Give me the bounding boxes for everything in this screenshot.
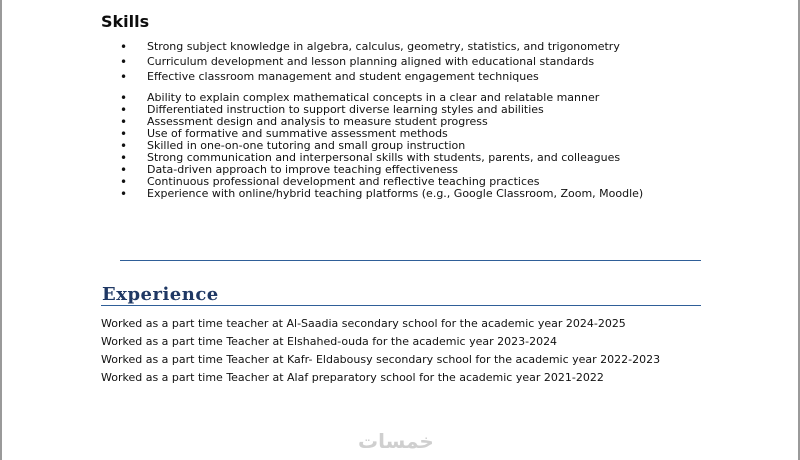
experience-item: Worked as a part time Teacher at Elshahed-ouda for the academic year 2023-2024 bbox=[101, 335, 558, 348]
skill-item: • Skilled in one-on-one tutoring and small group instruction bbox=[120, 140, 700, 152]
watermark-logo: خمسات bbox=[358, 429, 434, 453]
skill-item: • Strong communication and interpersonal skills with students, parents, and colleagues bbox=[120, 152, 700, 164]
skills-heading: Skills bbox=[101, 12, 150, 31]
skill-item: • Ability to explain complex mathematical concepts in a clear and relatable manner bbox=[120, 92, 700, 104]
skills-divider bbox=[120, 260, 701, 261]
skill-item: • Differentiated instruction to support diverse learning styles and abilities bbox=[120, 104, 700, 116]
page-left-edge bbox=[0, 0, 2, 460]
skill-item: • Experience with online/hybrid teaching platforms (e.g., Google Classroom, Zoom, Moodle) bbox=[120, 188, 700, 200]
experience-item: Worked as a part time Teacher at Alaf preparatory school for the academic year 2021-2022 bbox=[101, 371, 604, 384]
skills-list bbox=[120, 41, 700, 200]
skill-item: • Assessment design and analysis to measure student progress bbox=[120, 116, 700, 128]
experience-divider bbox=[101, 305, 701, 306]
experience-heading: Experience bbox=[102, 284, 219, 305]
skill-item: • Curriculum development and lesson planning aligned with educational standards bbox=[120, 56, 700, 68]
experience-list bbox=[101, 317, 701, 389]
skill-item: • Use of formative and summative assessment methods bbox=[120, 128, 700, 140]
skill-item: • Data-driven approach to improve teaching effectiveness bbox=[120, 164, 700, 176]
experience-item: Worked as a part time Teacher at Kafr- Eldabousy secondary school for the academic year 2022-2023 bbox=[101, 353, 661, 366]
skill-item: • Effective classroom management and student engagement techniques bbox=[120, 71, 700, 83]
experience-item: Worked as a part time teacher at Al-Saadia secondary school for the academic year 2024-2025 bbox=[101, 317, 626, 330]
skill-item: • Continuous professional development and reflective teaching practices bbox=[120, 176, 700, 188]
skill-item: • Strong subject knowledge in algebra, calculus, geometry, statistics, and trigonometry bbox=[120, 41, 700, 53]
